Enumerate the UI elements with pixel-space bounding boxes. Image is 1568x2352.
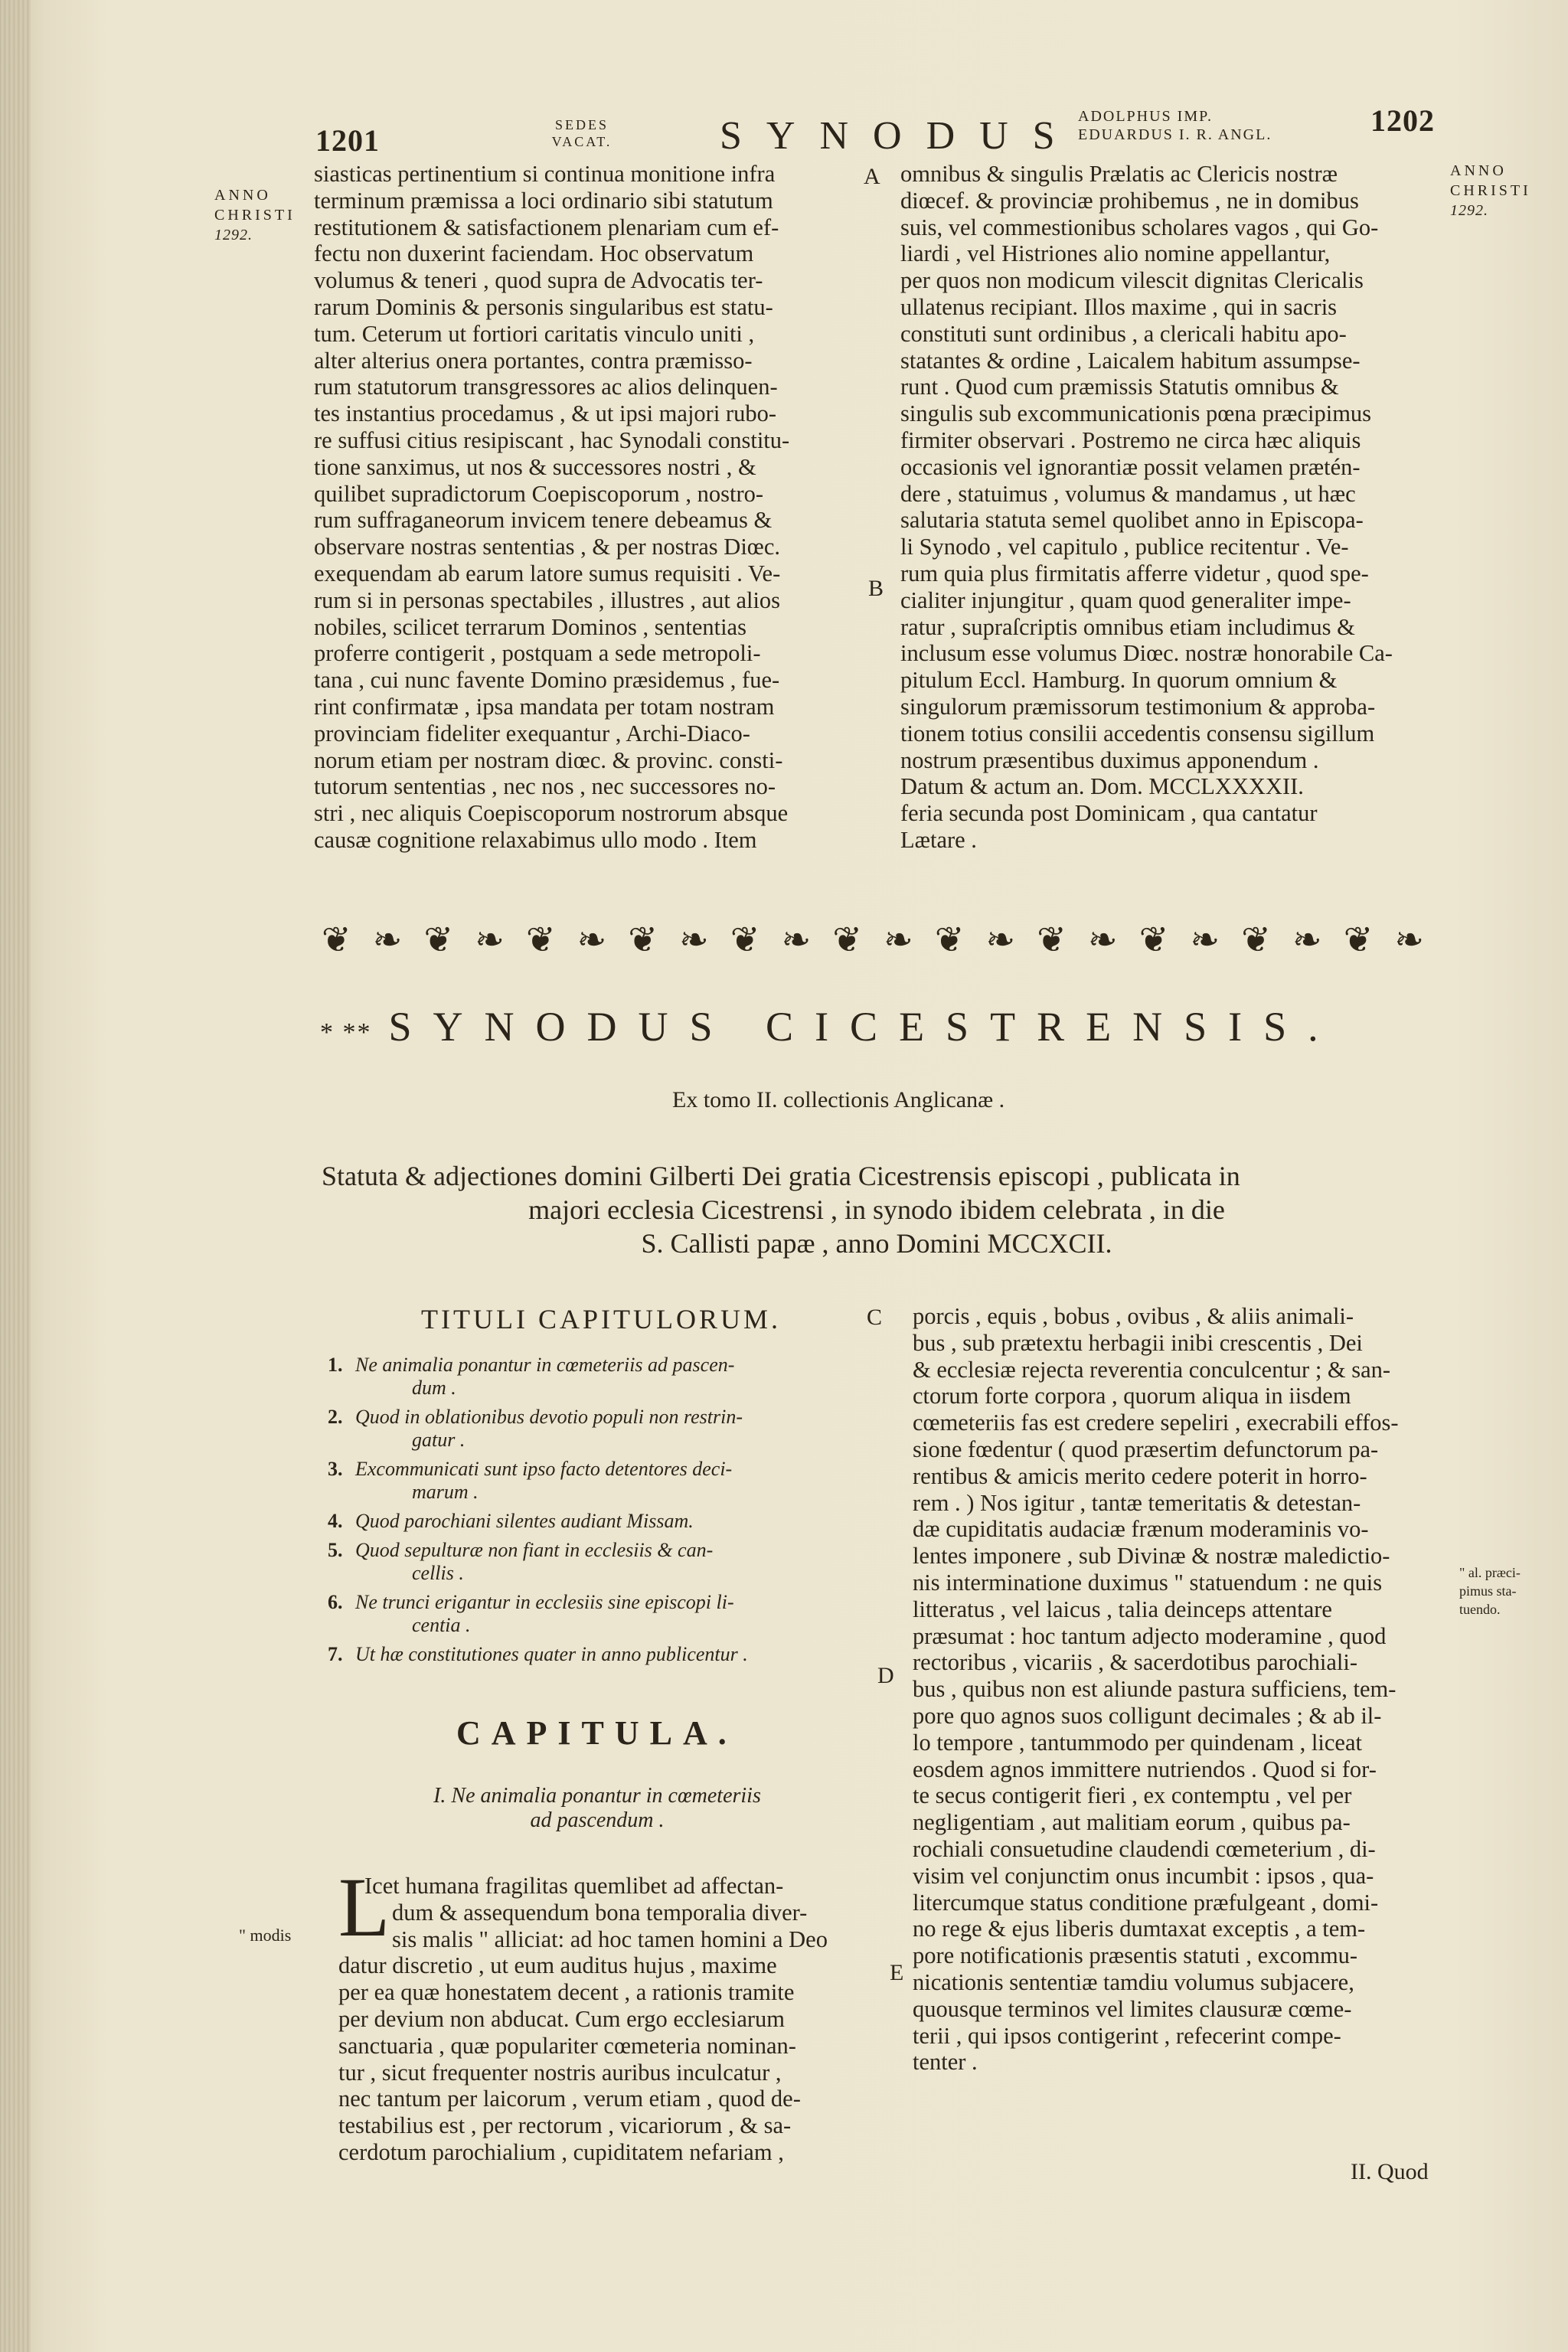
text-line: sione fœdentur ( quod præsertim defunctorum pa- <box>913 1436 1379 1462</box>
text-line: runt . Quod cum præmissis Statutis omnibus & <box>900 374 1339 400</box>
text-line: lo tempore , tantummodo per quindenam , liceat <box>913 1729 1362 1756</box>
toc-item-text: Quod parochiani silentes audiant Missam. <box>355 1510 694 1532</box>
chapter-1-heading <box>337 1784 858 1833</box>
statuta-line-3: S. Callisti papæ , anno Domini MCCXCII. <box>641 1228 1112 1259</box>
text-line: dæ cupiditatis audaciæ frænum moderaminis vo- <box>913 1516 1369 1543</box>
text-line: cœmeteriis fas est credere sepeliri , execrabili effos- <box>913 1410 1399 1436</box>
ornament-icon: ❧ <box>1394 920 1424 959</box>
text-line: terii , qui ipsos contigerint , refecerint compe- <box>913 2022 1341 2049</box>
text-line: salutaria statuta semel quolibet anno in Episcopa- <box>900 507 1364 534</box>
ornament-icon: ❦ <box>1138 920 1169 959</box>
toc-item-text: Quod sepulturæ non fiant in ecclesiis & can- <box>355 1539 714 1561</box>
text-line: rem . ) Nos igitur , tantæ temeritatis & detestan- <box>913 1489 1361 1516</box>
text-line: litteratus , vel laicus , talia deinceps attentare <box>913 1596 1332 1622</box>
chapter-1-title-line-2: ad pascendum . <box>530 1808 665 1832</box>
text-line: causæ cognitione relaxabimus ullo modo . Item <box>314 826 757 853</box>
toc-item <box>328 1458 887 1504</box>
text-line: cialiter injungitur , quam quod generaliter impe- <box>900 586 1351 613</box>
toc-item-line <box>328 1539 887 1562</box>
text-line: tum. Ceterum ut fortiori caritatis vinculo uniti , <box>314 320 755 347</box>
text-line: nobiles, scilicet terrarum Dominos , sententias <box>314 613 746 640</box>
text-line: tionem totius consilii accedentis consensu sigillum <box>900 720 1375 746</box>
text-line: tes instantius procedamus , & ut ipsi majori rubo- <box>314 400 776 427</box>
text-line: pore notificationis præsentis statuti , excommu- <box>913 1942 1358 1969</box>
toc-item-number: 2. <box>328 1406 343 1428</box>
ornament-icon: ❦ <box>1037 920 1067 959</box>
text-line: li Synodo , vel capitulo , publice recitentur . Ve- <box>900 534 1349 560</box>
text-line: re suffusi citius resipiscant , hac Synodali constitu- <box>314 426 790 453</box>
toc-item-line <box>328 1406 887 1429</box>
toc-item <box>328 1643 887 1666</box>
text-line: bus , quibus non est aliunde pastura sufficiens, tem- <box>913 1676 1396 1703</box>
sedes-vacat <box>536 116 628 150</box>
text-line: sis malis " alliciat: ad hoc tamen homini a Deo <box>392 1926 828 1952</box>
text-line: porcis , equis , bobus , ovibus , & aliis animali- <box>913 1303 1354 1329</box>
toc-item <box>328 1354 887 1400</box>
text-line: quousque terminos vel limites clausuræ cœme- <box>913 1995 1352 2022</box>
text-line: occasionis vel ignorantiæ possit velamen prætén- <box>900 453 1361 480</box>
text-line: tutorum sententias , nec nos , nec successores no- <box>314 773 776 800</box>
sedes-line: SEDES <box>554 117 609 132</box>
section-letter-a: A <box>864 164 880 189</box>
text-line: inclusum esse volumus Diœc. nostræ honorabile Ca- <box>900 640 1393 667</box>
christi-label: CHRISTI <box>1450 182 1531 199</box>
ornament-band <box>322 919 1424 960</box>
text-line: datur discretio , ut eum auditus hujus , maxime <box>338 1952 777 1979</box>
text-line: per devium non abducat. Cum ergo ecclesiarum <box>338 2005 785 2032</box>
text-line: terminum præmissa a loci ordinario sibi statutum <box>314 187 773 214</box>
text-line: rum suffraganeorum invicem tenere debeamus & <box>314 507 773 534</box>
toc-item <box>328 1591 887 1637</box>
variant-line-1: " al. præci- <box>1459 1565 1521 1580</box>
ornament-icon: ❦ <box>525 920 556 959</box>
text-line: ullatenus recipiant. Illos maxime , qui in sacris <box>900 293 1338 320</box>
toc-item-continuation: dum . <box>412 1377 456 1399</box>
toc-item-line <box>328 1458 887 1481</box>
text-line: norum etiam per nostram diœc. & provinc. consti- <box>314 746 783 773</box>
variant-line-2: pimus sta- <box>1459 1583 1517 1599</box>
toc-item-text: Excommunicati sunt ipso facto detentores deci- <box>355 1458 733 1480</box>
section-letter-e: E <box>890 1960 904 1985</box>
text-line: nis interminatione duximus " statuendum : ne quis <box>913 1569 1383 1596</box>
text-line: dum & assequendum bona temporalia diver- <box>392 1899 808 1926</box>
text-line: exequendam ab earum latore sumus requisiti . Ve- <box>314 560 781 586</box>
vacat-line: VACAT. <box>551 134 612 149</box>
capitula-heading: CAPITULA. <box>456 1714 737 1752</box>
text-line: constituti sunt ordinibus , a clericali habitu apo- <box>900 320 1347 347</box>
year-label: 1292. <box>214 227 253 243</box>
margin-note-variant <box>1459 1563 1521 1619</box>
text-line: nec tantum per laicorum , verum etiam , quod de- <box>338 2086 801 2112</box>
toc-item-text: Ut hæ constitutiones quater in anno publicentur . <box>355 1643 748 1665</box>
text-line: suis, vel commestionibus scholares vagos , qui Go- <box>900 214 1379 240</box>
text-line: liardi , vel Histriones alio nomine appellantur, <box>900 240 1331 267</box>
text-line: rectoribus , vicariis , & sacerdotibus parochiali- <box>913 1649 1358 1676</box>
text-line: nicationis sententiæ tamdiu volumus subjacere, <box>913 1968 1354 1995</box>
text-line: Lætare . <box>900 826 977 853</box>
text-line: diœcef. & provinciæ prohibemus , ne in domibus <box>900 187 1359 214</box>
text-line: firmiter observari . Postremo ne circa hæc aliquis <box>900 426 1361 453</box>
ornament-icon: ❧ <box>475 920 505 959</box>
text-line: per ea quæ honestatem decent , a rationis tramite <box>338 1979 795 2006</box>
emperor-line: ADOLPHUS IMP. <box>1078 108 1214 125</box>
text-line: Icet humana fragilitas quemlibet ad affectan- <box>364 1873 784 1899</box>
section-letter-d: D <box>877 1663 894 1688</box>
text-line: testabilius est , per rectorum , vicariorum , & sa- <box>338 2112 792 2139</box>
toc-item-line <box>328 1643 887 1666</box>
chapter-1-lines <box>338 1860 874 2166</box>
toc-item-continuation: cellis . <box>412 1562 464 1584</box>
ornament-icon: ❦ <box>1241 920 1271 959</box>
ornament-icon: ❧ <box>781 920 812 959</box>
text-line: rarum Dominis & personis singularibus est statu- <box>314 293 773 320</box>
king-line: EDUARDUS I. R. ANGL. <box>1078 126 1272 143</box>
toc-item <box>328 1510 887 1533</box>
toc-item-number: 4. <box>328 1510 343 1532</box>
drop-cap: L <box>338 1860 390 1954</box>
text-line: pitulum Eccl. Hamburg. In quorum omnium & <box>900 667 1338 694</box>
ornament-icon: ❧ <box>372 920 403 959</box>
ornament-icon: ❧ <box>679 920 709 959</box>
section-letter-c: C <box>867 1305 883 1330</box>
ornament-icon: ❦ <box>832 920 862 959</box>
ornament-icon: ❦ <box>1343 920 1374 959</box>
left-column-top <box>314 161 856 854</box>
ornament-icon: ❦ <box>934 920 965 959</box>
right-column-top <box>900 161 1447 854</box>
margin-year-right <box>1450 161 1531 220</box>
running-title: SYNODUS <box>720 114 1080 158</box>
statuta-line-1: Statuta & adjectiones domini Gilberti Dei gratia Cicestrensis episcopi , publicata in <box>322 1161 1240 1191</box>
ornament-icon: ❧ <box>884 920 913 959</box>
chapter-1-body <box>338 1860 874 2166</box>
text-line: rint confirmatæ , ipsa mandata per totam nostram <box>314 693 775 720</box>
toc-heading: TITULI CAPITULORUM. <box>421 1304 781 1334</box>
source-note: Ex tomo II. collectionis Anglicanæ . <box>672 1087 1005 1112</box>
margin-note-modis: " modis <box>239 1926 292 1945</box>
ornament-icon: ❦ <box>322 920 351 959</box>
ornament-icon: ❦ <box>628 920 658 959</box>
text-line: rochiali consuetudine claudendi cœmeterium , di- <box>913 1835 1376 1862</box>
text-line: sanctuaria , quæ populariter cœmeteria nominan- <box>338 2032 796 2059</box>
synod-name: SYNODUS CICESTRENSIS. <box>388 1004 1340 1050</box>
running-header <box>0 0 1568 158</box>
ornament-icon: ❦ <box>730 920 760 959</box>
text-line: ratur , supraſcriptis omnibus etiam includimus & <box>900 613 1355 640</box>
text-line: no rege & ejus liberis dumtaxat exceptis , a tem- <box>913 1916 1366 1942</box>
text-line: rum quia plus firmitatis afferre videtur , quod spe- <box>900 560 1369 586</box>
text-line: fectu non duxerint faciendam. Hoc observatum <box>314 240 754 267</box>
text-line: & ecclesiæ rejecta reverentia conculcentur ; & san- <box>913 1356 1391 1383</box>
toc-item-text: Ne animalia ponantur in cœmeteriis ad pascen- <box>355 1354 735 1376</box>
text-line: rentibus & amicis merito cedere poterit in horro- <box>913 1462 1367 1489</box>
text-line: visim vel conjunctim onus incumbit : ipsos , qua- <box>913 1862 1374 1889</box>
section-letter-b: B <box>868 576 884 601</box>
text-line: ctorum forte corpora , quorum aliqua in iisdem <box>913 1383 1351 1410</box>
toc-item-number: 6. <box>328 1591 343 1613</box>
anno-label: ANNO <box>214 187 271 204</box>
rulers-note <box>1078 107 1272 144</box>
text-line: bus , sub prætextu herbagii inibi crescentis , Dei <box>913 1329 1363 1356</box>
right-column-bottom <box>913 1303 1449 2076</box>
page-number-right: 1202 <box>1370 103 1435 138</box>
toc-list <box>328 1354 887 1672</box>
toc-item-number: 3. <box>328 1458 343 1480</box>
text-line: nostrum præsentibus duximus apponendum . <box>900 746 1319 773</box>
text-line: siasticas pertinentium si continua monitione infra <box>314 161 776 187</box>
text-line: statantes & ordine , Laicalem habitum assumpse- <box>900 347 1361 374</box>
text-line: tur , sicut frequenter nostris auribus inculcatur , <box>338 2059 782 2086</box>
christi-label: CHRISTI <box>214 207 296 224</box>
toc-item-number: 1. <box>328 1354 343 1376</box>
text-line: Datum & actum an. Dom. MCCLXXXXII. <box>900 773 1304 800</box>
text-line: tione sanximus, ut nos & successores nostri , & <box>314 453 756 480</box>
toc-item-text: Ne trunci erigantur in ecclesiis sine episcopi li- <box>355 1591 734 1613</box>
variant-line-3: tuendo. <box>1459 1602 1501 1617</box>
text-line: pore quo agnos suos colligunt decimales ; & ab il- <box>913 1702 1382 1729</box>
text-line: singulorum præmissorum testimonium & approba- <box>900 693 1376 720</box>
ornament-icon: ❧ <box>1190 920 1220 959</box>
toc-item-number: 7. <box>328 1643 343 1665</box>
anno-label: ANNO <box>1450 162 1507 179</box>
toc-item-line <box>328 1354 887 1377</box>
catchword: II. Quod <box>1351 2159 1429 2184</box>
text-line: eosdem agnos immittere nutriendos . Quod si for- <box>913 1756 1377 1782</box>
toc-item-continuation: gatur . <box>412 1429 466 1451</box>
text-line: litercumque status conditione præfulgeant , domi- <box>913 1889 1379 1916</box>
text-line: rum si in personas spectabiles , illustres , aut alios <box>314 586 781 613</box>
text-line: restitutionem & satisfactionem plenariam cum ef- <box>314 214 779 240</box>
text-line: tenter . <box>913 2049 978 2076</box>
text-line: omnibus & singulis Prælatis ac Clericis nostræ <box>900 161 1338 187</box>
text-line: proferre contigerit , postquam a sede metropoli- <box>314 640 761 667</box>
text-line: lentes imponere , sub Divinæ & nostræ maledictio- <box>913 1543 1390 1570</box>
text-line: te secus contigerit fieri , ex contemptu , vel per <box>913 1782 1352 1809</box>
text-line: tana , cui nunc favente Domino præsidemus , fue- <box>314 667 780 694</box>
toc-item-line <box>328 1510 887 1533</box>
year-label: 1292. <box>1450 202 1488 219</box>
ornament-icon: ❧ <box>1292 920 1322 959</box>
toc-item <box>328 1406 887 1452</box>
chapter-1-title-line-1: I. Ne animalia ponantur in cœmeteriis <box>433 1784 761 1808</box>
text-line: feria secunda post Dominicam , qua cantatur <box>900 800 1318 827</box>
statuta-heading <box>306 1159 1447 1260</box>
toc-item-continuation: centia . <box>412 1614 471 1636</box>
text-line: alter alterius onera portantes, contra præmisso- <box>314 347 753 374</box>
toc-item-continuation: marum . <box>412 1481 479 1503</box>
text-line: dere , statuimus , volumus & mandamus , ut hæc <box>900 480 1356 507</box>
text-line: volumus & teneri , quod supra de Advocatis ter- <box>314 267 763 294</box>
toc-item <box>328 1539 887 1585</box>
page-stack-edge <box>0 0 31 2352</box>
title-marker: * ** <box>320 1018 372 1047</box>
statuta-line-2: majori ecclesia Cicestrensi , in synodo ibidem celebrata , in die <box>528 1194 1225 1225</box>
toc-item-text: Quod in oblationibus devotio populi non restrin- <box>355 1406 743 1428</box>
text-line: quilibet supradictorum Coepiscoporum , nostro- <box>314 480 764 507</box>
text-line: rum statutorum transgressores ac alios delinquen- <box>314 374 778 400</box>
toc-item-line <box>328 1591 887 1614</box>
text-line: observare nostras sententias , & per nostras Diœc. <box>314 534 780 560</box>
text-line: præsumat : hoc tantum adjecto moderamine , quod <box>913 1622 1387 1649</box>
text-line: negligentiam , aut malitiam eorum , quibus pa- <box>913 1809 1351 1836</box>
text-line: per quos non modicum vilescit dignitas Clericalis <box>900 267 1364 294</box>
ornament-icon: ❧ <box>985 920 1016 959</box>
ornament-icon: ❦ <box>423 920 454 959</box>
page-number-left: 1201 <box>315 123 380 158</box>
margin-year-left <box>214 185 296 245</box>
text-line: cerdotum parochialium , cupiditatem nefariam , <box>338 2138 784 2165</box>
toc-item-number: 5. <box>328 1539 343 1561</box>
ornament-icon: ❧ <box>1088 920 1118 959</box>
text-line: singulis sub excommunicationis pœna præcipimus <box>900 400 1372 427</box>
text-line: stri , nec aliquis Coepiscoporum nostrorum absque <box>314 800 789 827</box>
ornament-icon: ❧ <box>577 920 607 959</box>
text-line: provinciam fideliter exequantur , Archi-Diaco- <box>314 720 750 746</box>
synod-title <box>320 1003 1438 1050</box>
